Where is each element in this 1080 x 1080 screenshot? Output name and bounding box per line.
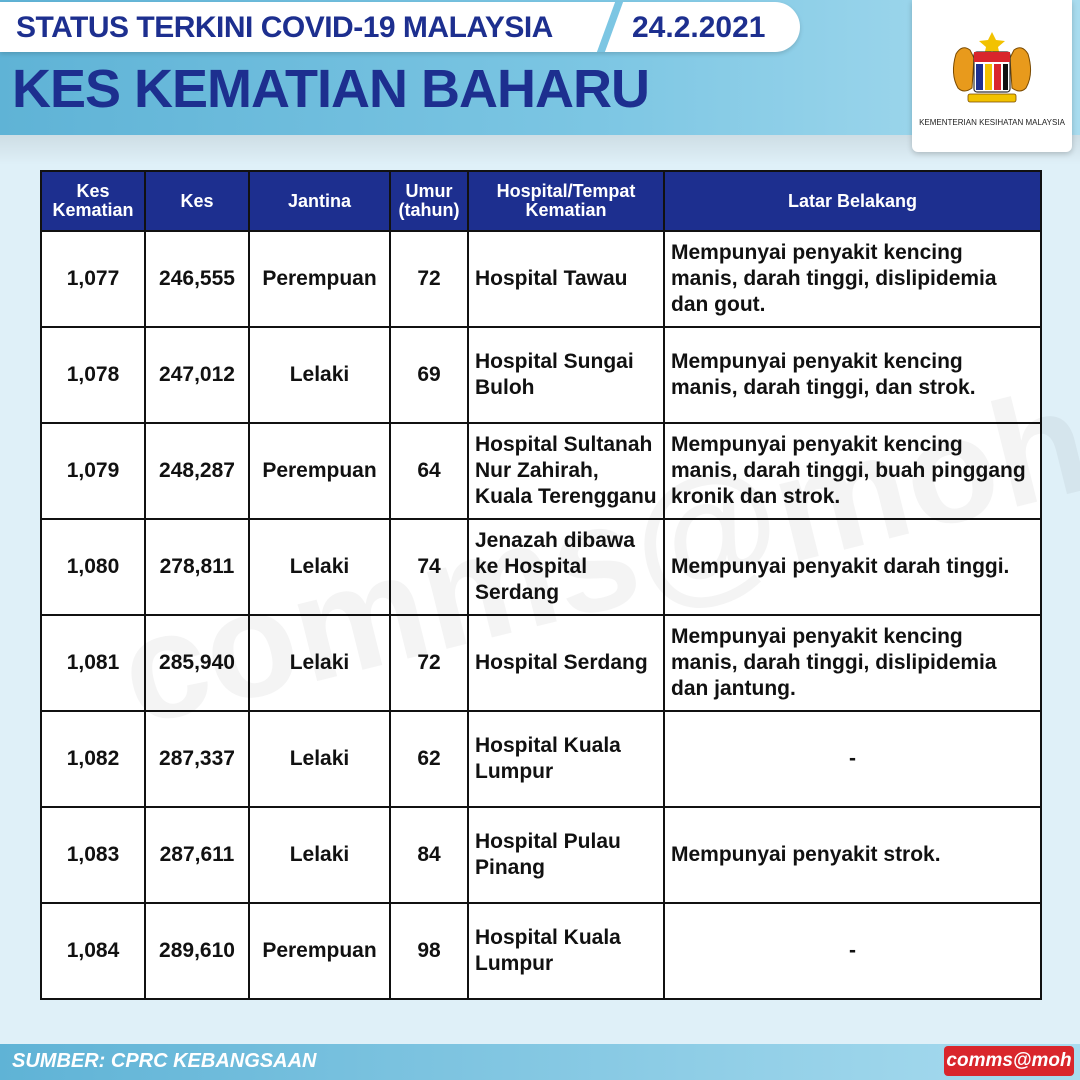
page-title: KES KEMATIAN BAHARU — [12, 59, 649, 119]
table-row — [41, 231, 1041, 327]
footer-band — [0, 1044, 1080, 1080]
cell-gender: Perempuan — [249, 231, 390, 327]
header-gender: Jantina — [249, 171, 390, 231]
cell-case: 287,611 — [145, 807, 249, 903]
table-row — [41, 423, 1041, 519]
cell-case: 289,610 — [145, 903, 249, 999]
cell-gender: Perempuan — [249, 423, 390, 519]
cell-death-case: 1,081 — [41, 615, 145, 711]
cell-place: Hospital Pulau Pinang — [468, 807, 664, 903]
cell-case: 248,287 — [145, 423, 249, 519]
death-cases-table — [40, 170, 1042, 1000]
cell-case: 285,940 — [145, 615, 249, 711]
cell-place: Hospital Sungai Buloh — [468, 327, 664, 423]
cell-age: 62 — [390, 711, 468, 807]
death-cases-table-container — [40, 170, 1040, 1000]
cell-background: - — [664, 711, 1041, 807]
source-text: SUMBER: CPRC KEBANGSAAN — [12, 1050, 317, 1072]
cell-background: Mempunyai penyakit strok. — [664, 807, 1041, 903]
status-title: STATUS TERKINI COVID-19 MALAYSIA — [16, 11, 553, 44]
cell-place: Hospital Serdang — [468, 615, 664, 711]
cell-case: 278,811 — [145, 519, 249, 615]
cell-age: 72 — [390, 615, 468, 711]
comms-tag: comms@moh — [944, 1046, 1074, 1076]
cell-death-case: 1,078 — [41, 327, 145, 423]
status-banner — [0, 2, 800, 52]
cell-place: Hospital Tawau — [468, 231, 664, 327]
header-background: Latar Belakang — [664, 171, 1041, 231]
cell-background: Mempunyai penyakit kencing manis, darah tinggi, dislipidemia dan jantung. — [664, 615, 1041, 711]
ministry-name: KEMENTERIAN KESIHATAN MALAYSIA — [919, 118, 1065, 127]
cell-place: Hospital Kuala Lumpur — [468, 711, 664, 807]
cell-death-case: 1,080 — [41, 519, 145, 615]
cell-background: - — [664, 903, 1041, 999]
cell-death-case: 1,082 — [41, 711, 145, 807]
ministry-logo-card — [912, 0, 1072, 152]
cell-age: 84 — [390, 807, 468, 903]
cell-age: 64 — [390, 423, 468, 519]
header-age: Umur (tahun) — [390, 171, 468, 231]
cell-death-case: 1,083 — [41, 807, 145, 903]
header-case: Kes — [145, 171, 249, 231]
status-separator — [597, 2, 623, 52]
cell-place: Hospital Sultanah Nur Zahirah, Kuala Terengganu — [468, 423, 664, 519]
table-row — [41, 807, 1041, 903]
cell-place: Jenazah dibawa ke Hospital Serdang — [468, 519, 664, 615]
cell-gender: Lelaki — [249, 519, 390, 615]
cell-gender: Lelaki — [249, 807, 390, 903]
cell-death-case: 1,084 — [41, 903, 145, 999]
cell-age: 98 — [390, 903, 468, 999]
cell-age: 72 — [390, 231, 468, 327]
cell-gender: Perempuan — [249, 903, 390, 999]
cell-death-case: 1,079 — [41, 423, 145, 519]
cell-death-case: 1,077 — [41, 231, 145, 327]
table-row — [41, 615, 1041, 711]
header-place: Hospital/Tempat Kematian — [468, 171, 664, 231]
cell-age: 69 — [390, 327, 468, 423]
table-row — [41, 327, 1041, 423]
cell-gender: Lelaki — [249, 327, 390, 423]
cell-background: Mempunyai penyakit kencing manis, darah tinggi, dislipidemia dan gout. — [664, 231, 1041, 327]
cell-place: Hospital Kuala Lumpur — [468, 903, 664, 999]
status-date: 24.2.2021 — [632, 11, 766, 44]
header-death-case: Kes Kematian — [41, 171, 145, 231]
table-row — [41, 711, 1041, 807]
coat-of-arms-icon — [942, 28, 1042, 110]
cell-case: 287,337 — [145, 711, 249, 807]
cell-gender: Lelaki — [249, 615, 390, 711]
table-row — [41, 519, 1041, 615]
cell-case: 247,012 — [145, 327, 249, 423]
cell-background: Mempunyai penyakit kencing manis, darah tinggi, buah pinggang kronik dan strok. — [664, 423, 1041, 519]
cell-age: 74 — [390, 519, 468, 615]
cell-case: 246,555 — [145, 231, 249, 327]
table-row — [41, 903, 1041, 999]
table-header-row — [41, 171, 1041, 231]
cell-gender: Lelaki — [249, 711, 390, 807]
cell-background: Mempunyai penyakit darah tinggi. — [664, 519, 1041, 615]
cell-background: Mempunyai penyakit kencing manis, darah tinggi, dan strok. — [664, 327, 1041, 423]
